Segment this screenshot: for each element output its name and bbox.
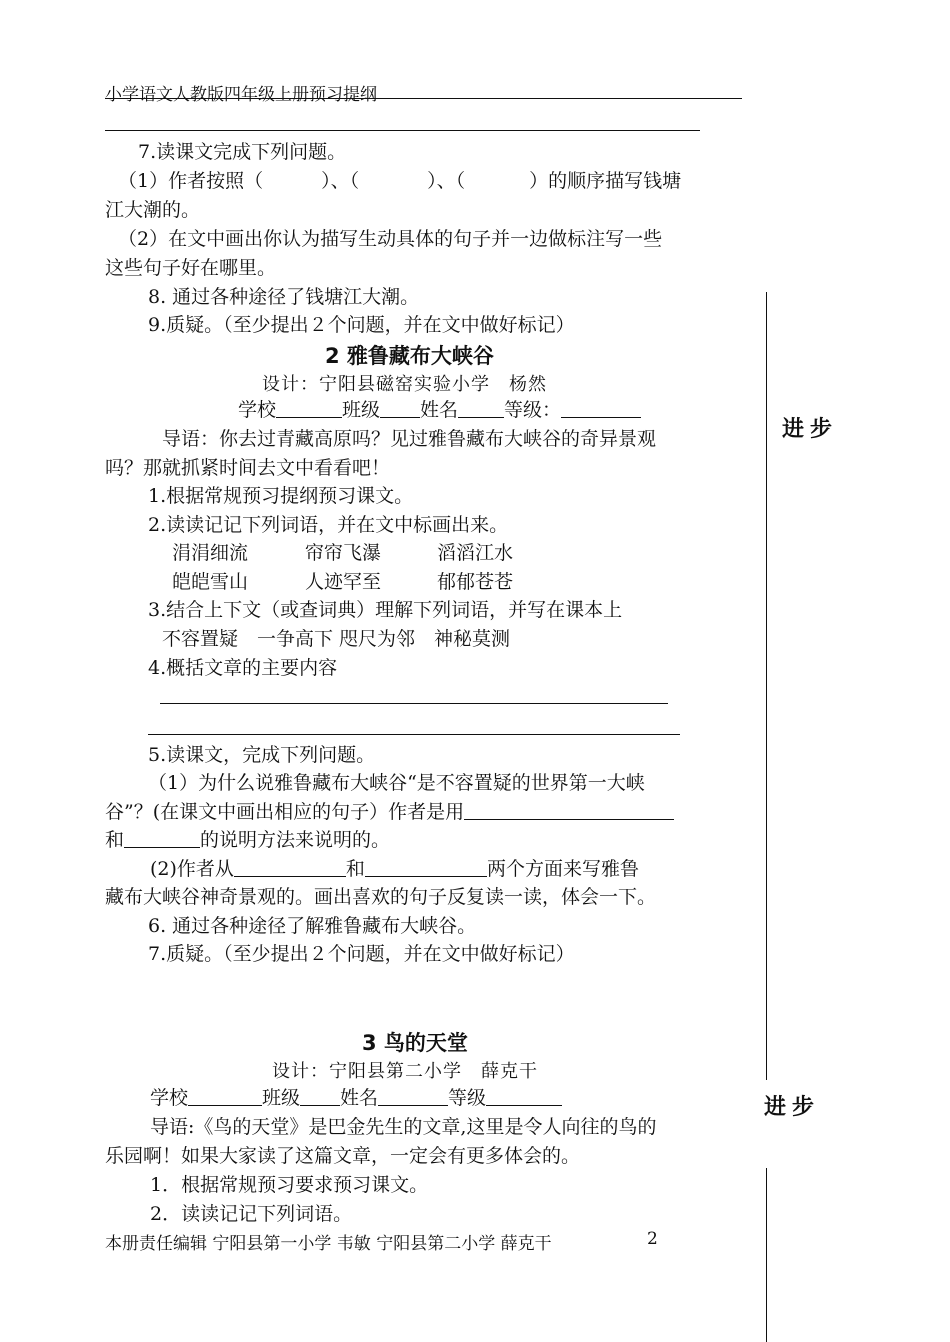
form-class-label: 班级 bbox=[262, 1087, 301, 1109]
method-blank-1[interactable] bbox=[464, 801, 674, 820]
form-name-label: 姓名 bbox=[340, 1087, 379, 1109]
vocab-word: 皑皑雪山 bbox=[172, 571, 249, 593]
vocab-word: 人迹罕至 bbox=[305, 571, 382, 593]
lesson1-question-7-2-cont: 这些句子好在哪里。 bbox=[105, 257, 277, 279]
lesson2-intro-cont: 吗？那就抓紧时间去文中看看吧！ bbox=[105, 457, 391, 479]
vocab-word: 帘帘飞瀑 bbox=[305, 542, 382, 564]
class-blank[interactable] bbox=[300, 1087, 340, 1106]
q7-1-part-a: （1）作者按照（ bbox=[118, 170, 264, 192]
footer-editors: 本册责任编辑 宁阳县第一小学 韦敏 宁阳县第二小学 薛克干 bbox=[105, 1234, 552, 1254]
q7-1-part-d: ）的顺序描写钱塘 bbox=[529, 170, 682, 192]
aspect-blank-1[interactable] bbox=[234, 858, 346, 877]
lesson2-question-3: 3.结合上下文（或查词典）理解下列词语，并写在课本上 bbox=[148, 599, 623, 621]
lesson1-question-8: 8. 通过各种途径了钱塘江大潮。 bbox=[148, 286, 420, 308]
lesson2-form bbox=[238, 398, 641, 422]
lesson2-designer: 设计：宁阳县磁窑实验小学 杨然 bbox=[262, 374, 547, 395]
form-name-label: 姓名 bbox=[420, 399, 459, 421]
margin-divider bbox=[766, 292, 767, 1080]
lesson3-designer: 设计：宁阳县第二小学 薛克干 bbox=[272, 1061, 538, 1082]
q7-1-part-b: ）、（ bbox=[321, 170, 360, 192]
progress-label: 进步 bbox=[764, 1095, 821, 1120]
form-school-label: 学校 bbox=[238, 399, 277, 421]
form-class-label: 班级 bbox=[342, 399, 381, 421]
lesson3-question-1: 1．根据常规预习要求预习课文。 bbox=[150, 1174, 429, 1196]
vocab-word: 涓涓细流 bbox=[172, 542, 249, 564]
lesson2-intro: 导语：你去过青藏高原吗？见过雅鲁藏布大峡谷的奇异景观 bbox=[162, 428, 657, 450]
lesson2-question-5: 5.读课文，完成下列问题。 bbox=[148, 744, 376, 766]
lesson2-question-4: 4.概括文章的主要内容 bbox=[148, 657, 338, 679]
page-number: 2 bbox=[647, 1229, 658, 1249]
lesson2-question-5-1-end bbox=[105, 828, 390, 852]
lesson2-question-1: 1.根据常规预习提纲预习课文。 bbox=[148, 485, 414, 507]
lesson2-question-5-1: （1）为什么说雅鲁藏布大峡谷“是不容置疑的世界第一大峡 bbox=[148, 772, 645, 794]
q5-2-part-b: 和 bbox=[345, 858, 365, 880]
lesson2-question-5-2 bbox=[150, 857, 639, 881]
answer-line bbox=[105, 130, 700, 131]
lesson3-question-2: 2．读读记记下列词语。 bbox=[150, 1203, 353, 1225]
q7-1-part-c: ）、（ bbox=[427, 170, 466, 192]
aspect-blank-2[interactable] bbox=[365, 858, 487, 877]
running-header: 小学语文人教版四年级上册预习提纲 bbox=[105, 85, 377, 105]
q5-2-part-a: (2)作者从 bbox=[150, 858, 234, 880]
header-rule bbox=[105, 98, 742, 99]
lesson2-question-5-1-cont bbox=[105, 800, 674, 824]
lesson2-question-7: 7.质疑。（至少提出２个问题，并在文中做好标记） bbox=[148, 943, 575, 965]
form-grade-label: 等级： bbox=[504, 399, 562, 421]
method-blank-2[interactable] bbox=[124, 829, 200, 848]
lesson1-question-7-1 bbox=[118, 169, 681, 193]
q5-1-and: 和 bbox=[105, 829, 125, 851]
school-blank[interactable] bbox=[188, 1087, 262, 1106]
form-school-label: 学校 bbox=[150, 1087, 189, 1109]
name-blank[interactable] bbox=[378, 1087, 448, 1106]
vocab-word: 郁郁苍苍 bbox=[437, 571, 514, 593]
lesson2-question-5-2-cont: 藏布大峡谷神奇景观的。画出喜欢的句子反复读一读，体会一下。 bbox=[105, 886, 657, 908]
lesson1-question-9: 9.质疑。（至少提出２个问题，并在文中做好标记） bbox=[148, 314, 575, 336]
answer-line[interactable] bbox=[160, 703, 668, 704]
form-grade-label: 等级 bbox=[448, 1087, 487, 1109]
vocab-word: 滔滔江水 bbox=[437, 542, 514, 564]
name-blank[interactable] bbox=[458, 399, 504, 418]
q5-1-text: 谷”？(在课文中画出相应的句子）作者是用 bbox=[105, 801, 465, 823]
lesson1-question-7: 7.读课文完成下列问题。 bbox=[138, 141, 347, 163]
lesson1-question-7-1-cont: 江大潮的。 bbox=[105, 199, 201, 221]
school-blank[interactable] bbox=[276, 399, 342, 418]
q5-2-part-c: 两个方面来写雅鲁 bbox=[486, 858, 639, 880]
answer-line[interactable] bbox=[148, 734, 680, 735]
grade-blank[interactable] bbox=[486, 1087, 562, 1106]
lesson3-title: 3 鸟的天堂 bbox=[362, 1031, 468, 1055]
class-blank[interactable] bbox=[380, 399, 420, 418]
lesson3-form bbox=[150, 1086, 562, 1110]
lesson2-question-2: 2.读读记记下列词语，并在文中标画出来。 bbox=[148, 514, 509, 536]
lesson2-question-6: 6. 通过各种途径了解雅鲁藏布大峡谷。 bbox=[148, 915, 477, 937]
margin-divider bbox=[766, 1168, 767, 1342]
lesson1-question-7-2: （2）在文中画出你认为描写生动具体的句子并一边做标注写一些 bbox=[118, 228, 663, 250]
lesson2-title: 2 雅鲁藏布大峡谷 bbox=[325, 344, 494, 368]
progress-label: 进步 bbox=[782, 417, 839, 442]
lesson3-intro: 导语:《鸟的天堂》是巴金先生的文章,这里是令人向往的鸟的 bbox=[150, 1116, 657, 1138]
lesson2-question-3-words: 不容置疑 一争高下 咫尺为邻 神秘莫测 bbox=[162, 628, 511, 650]
q5-1-end: 的说明方法来说明的。 bbox=[200, 829, 391, 851]
grade-blank[interactable] bbox=[561, 399, 641, 418]
lesson3-intro-cont: 乐园啊！如果大家读了这篇文章，一定会有更多体会的。 bbox=[105, 1145, 581, 1167]
